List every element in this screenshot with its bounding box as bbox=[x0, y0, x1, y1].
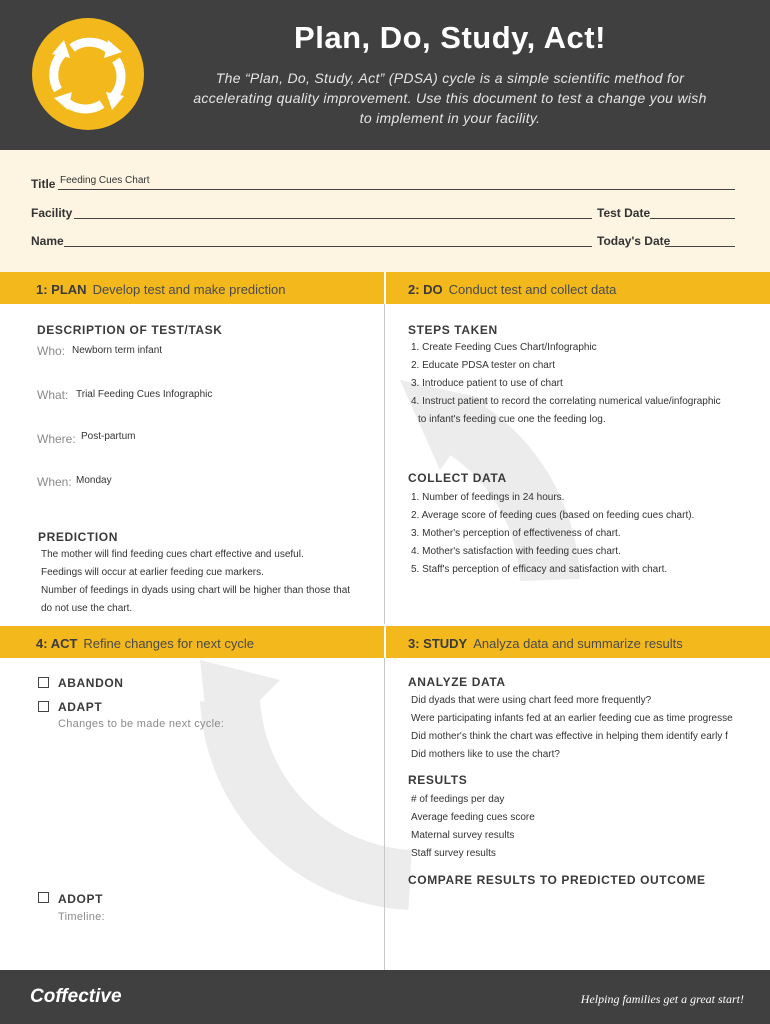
step-item: 4. Instruct patient to record the correlating numerical value/infographic bbox=[411, 396, 721, 407]
collect-heading: COLLECT DATA bbox=[408, 471, 507, 485]
do-number: 2: DO bbox=[408, 282, 443, 297]
adapt-label: ADAPT bbox=[58, 700, 103, 714]
when-value[interactable]: Monday bbox=[76, 475, 112, 486]
todays-date-line[interactable] bbox=[665, 246, 735, 247]
step-item: 2. Educate PDSA tester on chart bbox=[411, 360, 555, 371]
prediction-line: do not use the chart. bbox=[41, 603, 133, 614]
prediction-line: The mother will find feeding cues chart effective and useful. bbox=[41, 549, 304, 560]
adopt-label: ADOPT bbox=[58, 892, 103, 906]
act-number: 4: ACT bbox=[36, 636, 78, 651]
header bbox=[0, 0, 770, 150]
prediction-line: Number of feedings in dyads using chart will be higher than those that bbox=[41, 585, 351, 596]
what-label: What: bbox=[37, 388, 69, 402]
description-heading: DESCRIPTION OF TEST/TASK bbox=[37, 323, 223, 337]
collect-item: 1. Number of feedings in 24 hours. bbox=[411, 492, 565, 503]
do-band bbox=[386, 272, 770, 304]
steps-heading: STEPS TAKEN bbox=[408, 323, 498, 337]
who-label: Who: bbox=[37, 344, 66, 358]
plan-number: 1: PLAN bbox=[36, 282, 87, 297]
todays-date-label: Today's Date bbox=[597, 234, 671, 248]
test-date-line[interactable] bbox=[650, 218, 735, 219]
collect-item: 2. Average score of feeding cues (based on feeding cues chart). bbox=[411, 510, 695, 521]
analyze-item: Did dyads that were using chart feed more frequently? bbox=[411, 695, 652, 706]
study-band bbox=[386, 626, 770, 658]
results-heading: RESULTS bbox=[408, 773, 468, 787]
prediction-line: Feedings will occur at earlier feeding cue markers. bbox=[41, 567, 264, 578]
collect-item: 5. Staff's perception of efficacy and satisfaction with chart. bbox=[411, 564, 668, 575]
column-divider-bottom bbox=[384, 658, 385, 970]
adapt-checkbox[interactable] bbox=[38, 701, 49, 712]
analyze-heading: ANALYZE DATA bbox=[408, 675, 506, 689]
prediction-heading: PREDICTION bbox=[38, 530, 119, 544]
act-subtitle: Refine changes for next cycle bbox=[83, 636, 254, 651]
title-line bbox=[58, 189, 735, 190]
facility-label: Facility bbox=[31, 206, 73, 220]
do-subtitle: Conduct test and collect data bbox=[448, 282, 617, 297]
timeline-label: Timeline: bbox=[58, 911, 105, 923]
adopt-checkbox[interactable] bbox=[38, 892, 49, 903]
step-item: to infant's feeding cue one the feeding log. bbox=[418, 414, 606, 425]
analyze-item: Did mother's think the chart was effective in helping them identify early f bbox=[411, 731, 728, 742]
page-title: Plan, Do, Study, Act! bbox=[294, 20, 606, 55]
plan-subtitle: Develop test and make prediction bbox=[92, 282, 286, 297]
what-value[interactable]: Trial Feeding Cues Infographic bbox=[76, 389, 213, 400]
page-description: The “Plan, Do, Study, Act” (PDSA) cycle is a simple scientific method for accelerating quality improvement. Use this document to test a change you wish to implement in your facility. bbox=[193, 70, 707, 126]
tagline: Helping families get a great start! bbox=[580, 992, 744, 1006]
collect-item: 4. Mother's satisfaction with feeding cues chart. bbox=[411, 546, 621, 557]
compare-heading: COMPARE RESULTS TO PREDICTED OUTCOME bbox=[408, 873, 706, 887]
analyze-item: Did mothers like to use the chart? bbox=[411, 749, 560, 760]
plan-band bbox=[0, 272, 384, 304]
collect-item: 3. Mother's perception of effectiveness of chart. bbox=[411, 528, 621, 539]
step-item: 3. Introduce patient to use of chart bbox=[411, 378, 563, 389]
title-value[interactable]: Feeding Cues Chart bbox=[60, 175, 150, 186]
when-label: When: bbox=[37, 475, 72, 489]
step-item: 1. Create Feeding Cues Chart/Infographic bbox=[411, 342, 597, 353]
abandon-checkbox[interactable] bbox=[38, 677, 49, 688]
where-value[interactable]: Post-partum bbox=[81, 431, 136, 442]
title-label: Title bbox=[31, 177, 56, 191]
result-item: # of feedings per day bbox=[411, 794, 505, 805]
analyze-list bbox=[411, 695, 747, 765]
analyze-item: Were participating infants fed at an earlier feeding cue as time progresse bbox=[411, 713, 733, 724]
result-item: Average feeding cues score bbox=[411, 812, 535, 823]
study-subtitle: Analyza data and summarize results bbox=[473, 636, 683, 651]
act-band bbox=[0, 626, 384, 658]
footer bbox=[0, 970, 770, 1024]
cycle-logo-icon bbox=[32, 18, 144, 130]
who-value[interactable]: Newborn term infant bbox=[72, 345, 163, 356]
facility-line[interactable] bbox=[74, 218, 592, 219]
column-divider-top bbox=[384, 304, 385, 624]
result-item: Maternal survey results bbox=[411, 830, 515, 841]
result-item: Staff survey results bbox=[411, 848, 496, 859]
name-label: Name bbox=[31, 234, 64, 248]
abandon-label: ABANDON bbox=[58, 676, 124, 690]
test-date-label: Test Date bbox=[597, 206, 651, 220]
brand-logo: Coffective bbox=[30, 986, 122, 1007]
name-line[interactable] bbox=[64, 246, 592, 247]
changes-label: Changes to be made next cycle: bbox=[58, 718, 225, 730]
info-section bbox=[0, 150, 770, 272]
where-label: Where: bbox=[37, 432, 76, 446]
study-number: 3: STUDY bbox=[408, 636, 468, 651]
